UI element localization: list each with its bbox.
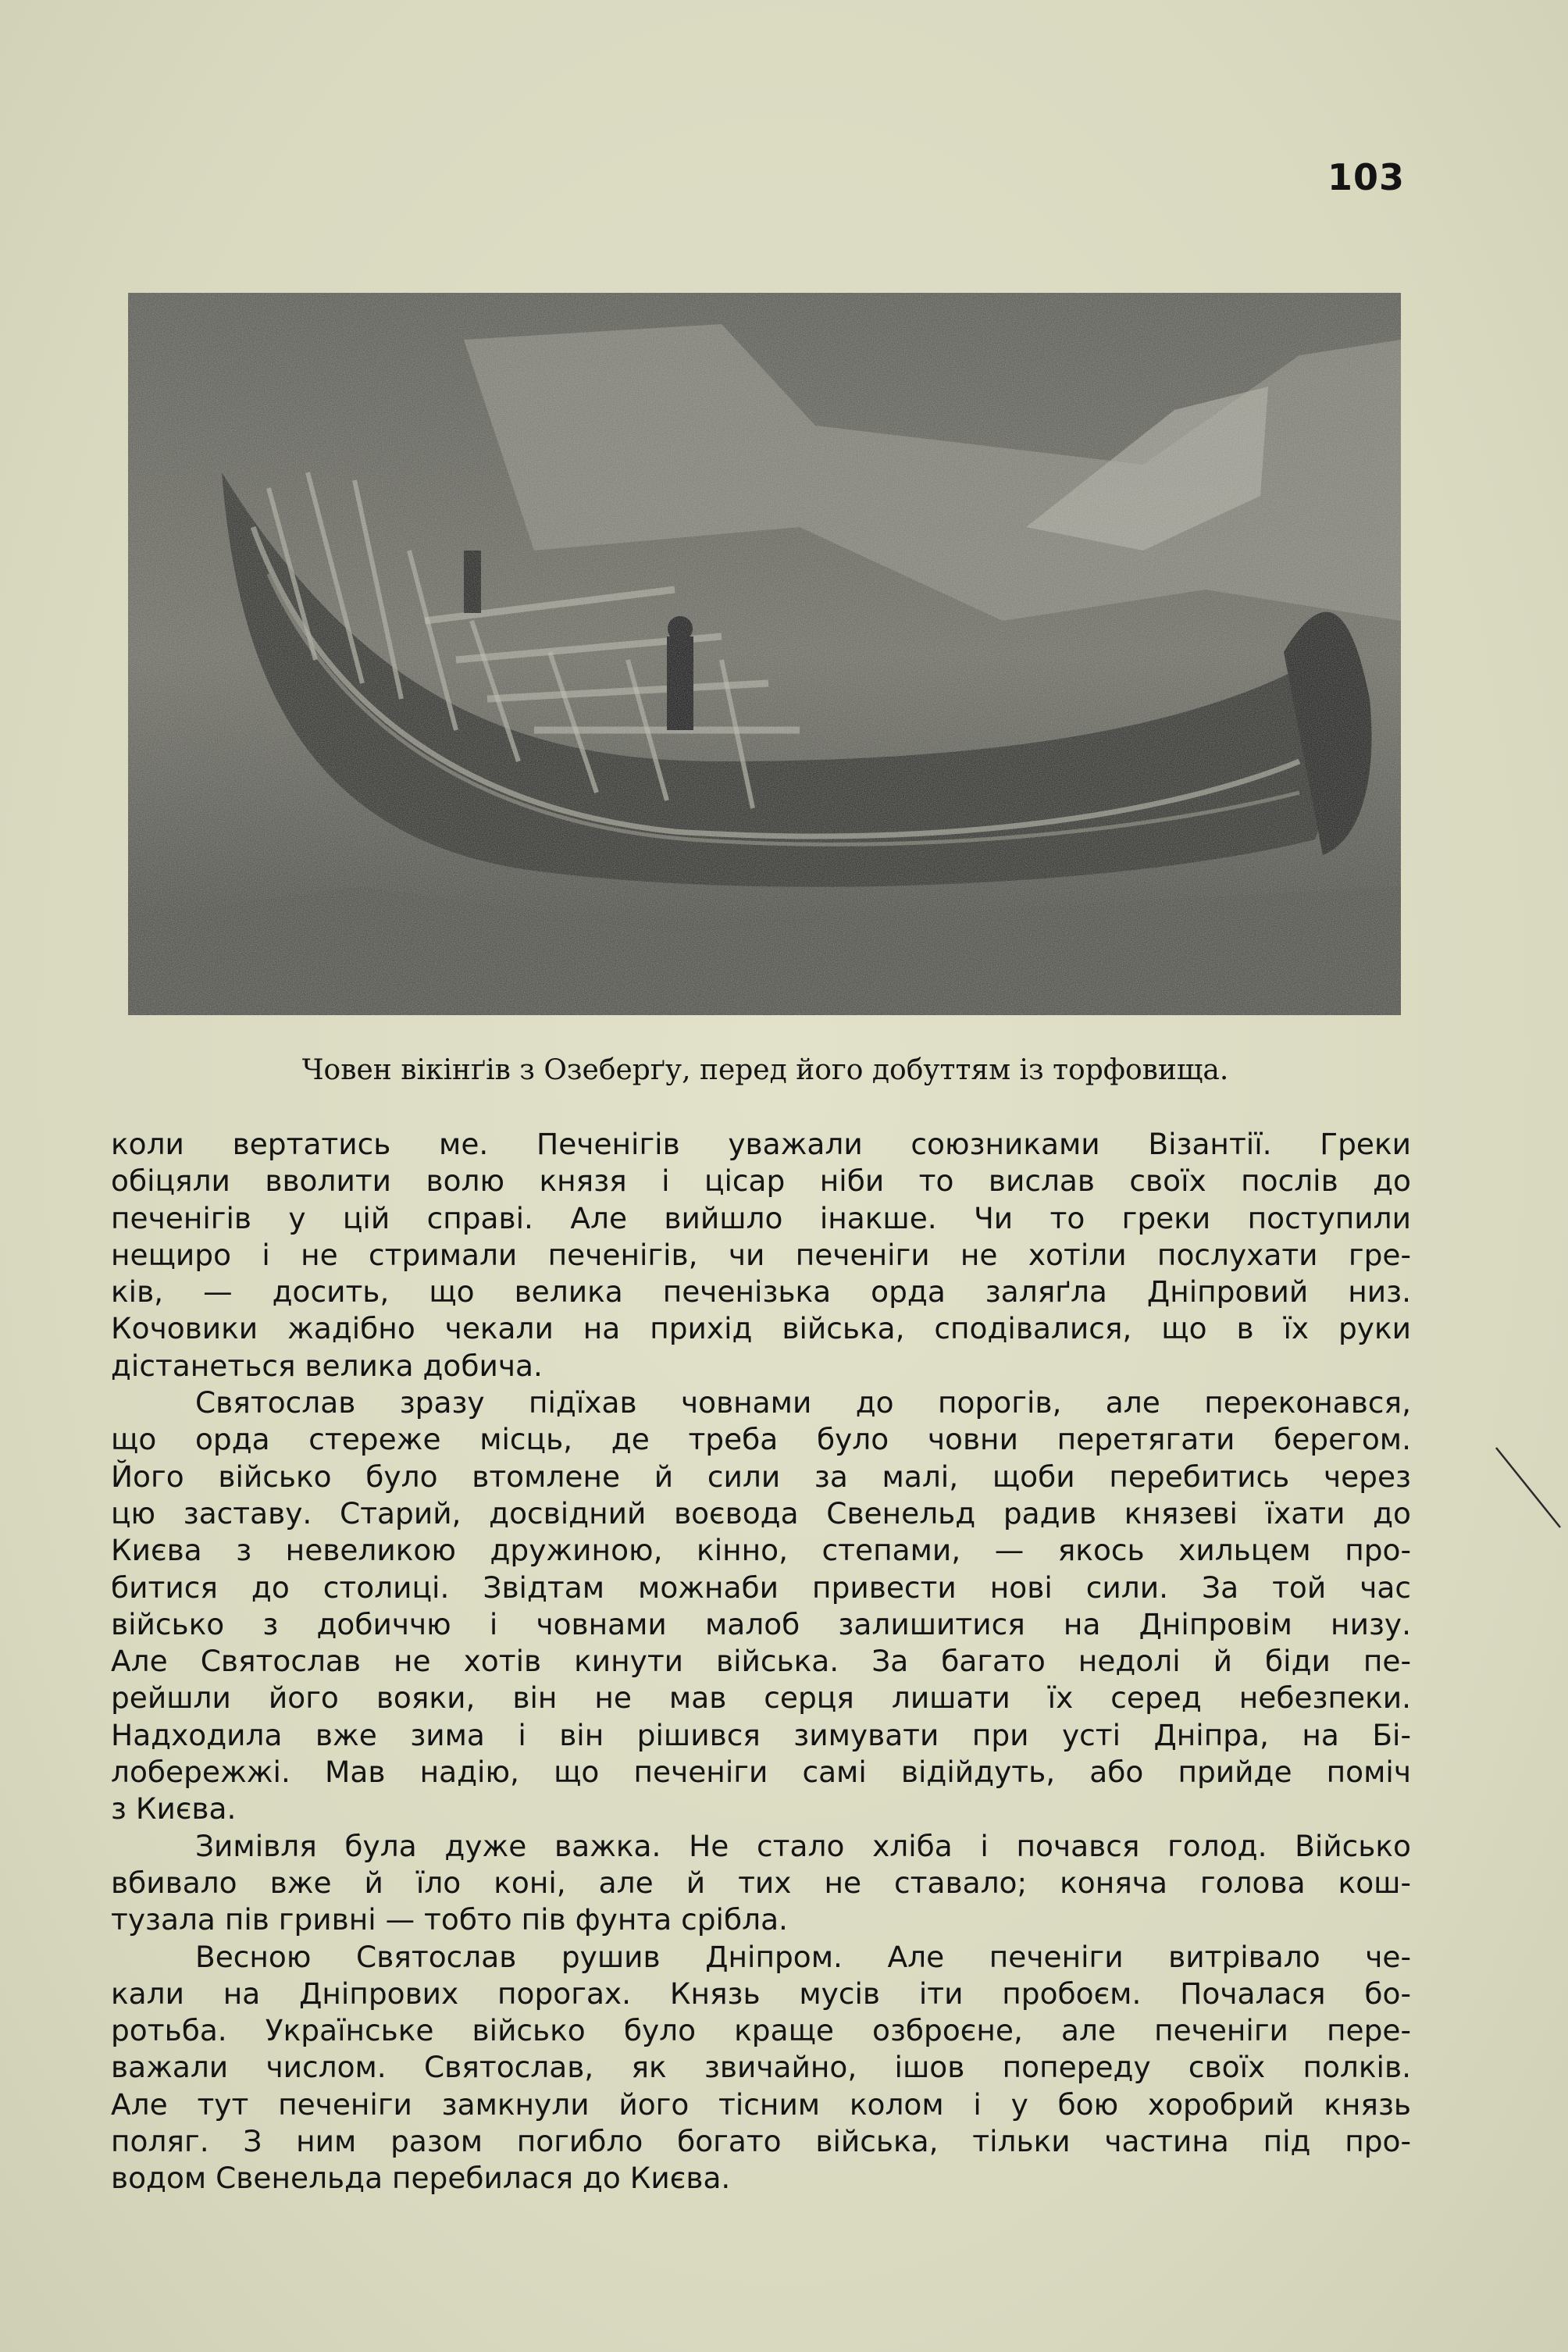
text-line: рейшли його вояки, він не мав серця лишати їх серед небезпеки. [111, 1680, 1411, 1716]
text-line: битися до столиці. Звідтам можнаби привести нові сили. За той час [111, 1570, 1411, 1605]
text-line: цю заставу. Старий, досвідний воєвода Свенельд радив князеві їхати до [111, 1495, 1411, 1531]
text-line: Святослав зразу підїхав човнами до порогів, але переконався, [195, 1385, 1411, 1420]
text-line: водом Свенельда перебилася до Києва. [111, 2161, 731, 2196]
text-line: ків, — досить, що велика печенізька орда заляґла Дніпровий низ. [111, 1274, 1411, 1310]
text-line: військо з добиччю і човнами малоб залишитися на Дніпровім низу. [111, 1606, 1411, 1641]
text-line: з Києва. [111, 1791, 237, 1826]
text-line: поляг. З ним разом погибло богато війська, тільки частина під про- [111, 2124, 1411, 2159]
text-line: Києва з невеликою дружиною, кінно, степами, — якось хильцем про- [111, 1533, 1411, 1568]
text-line: дістанеться велика добича. [111, 1348, 543, 1383]
figure-caption: Човен вікінґів з Озеберґу, перед його добуттям із торфовища. [301, 1054, 1229, 1086]
photo-viking-ship [128, 293, 1401, 1015]
text-line: Його військо було втомлене й сили за малі, щоби перебитись через [111, 1459, 1411, 1494]
text-line: Весною Святослав рушив Дніпром. Але печеніги витрівало че- [195, 1939, 1411, 1974]
text-line: Кочовики жадібно чекали на прихід війська, сподівалися, що в їх руки [111, 1311, 1411, 1346]
pencil-mark [1493, 1445, 1563, 1531]
text-line: Але тут печеніги замкнули його тісним колом і у бою хоробрий князь [111, 2087, 1411, 2122]
text-line: ротьба. Українське військо було краще озброєне, але печеніги пере- [111, 2013, 1411, 2048]
viking-ship-illustration [128, 293, 1401, 1015]
text-line: коли вертатись ме. Печенігів уважали союзниками Візантії. Греки [111, 1127, 1411, 1161]
text-line: лобережжі. Мав надію, що печеніги самі відійдуть, або прийде поміч [111, 1755, 1411, 1790]
page-number: 103 [1327, 156, 1406, 198]
text-line: Надходила вже зима і він рішився зимувати при усті Дніпра, на Бі- [111, 1717, 1411, 1752]
text-line: нещиро і не стримали печенігів, чи печеніги не хотіли послухати гре- [111, 1237, 1411, 1272]
text-line: Але Святослав не хотів кинути війська. За багато недолі й біди пе- [111, 1644, 1411, 1679]
text-line: кали на Дніпрових порогах. Князь мусів іти пробоєм. Почалася бо- [111, 1976, 1411, 2011]
body-text [111, 1126, 1411, 2197]
text-line: Зимівля була дуже важка. Не стало хліба і почався голод. Військо [195, 1828, 1411, 1863]
text-line: тузала пів гривні — тобто пів фунта срібла. [111, 1902, 788, 1937]
text-line: вбивало вже й їло коні, але й тих не ставало; коняча голова кош- [111, 1865, 1411, 1900]
text-line: печенігів у цій справі. Але вийшло інакше. Чи то греки поступили [111, 1200, 1411, 1235]
text-line: що орда стереже місць, де треба було човни перетягати берегом. [111, 1422, 1411, 1457]
text-line: обіцяли вволити волю князя і цісар ніби то вислав своїх послів до [111, 1164, 1411, 1199]
text-line: важали числом. Святослав, як звичайно, ішов попереду своїх полків. [111, 2050, 1411, 2085]
